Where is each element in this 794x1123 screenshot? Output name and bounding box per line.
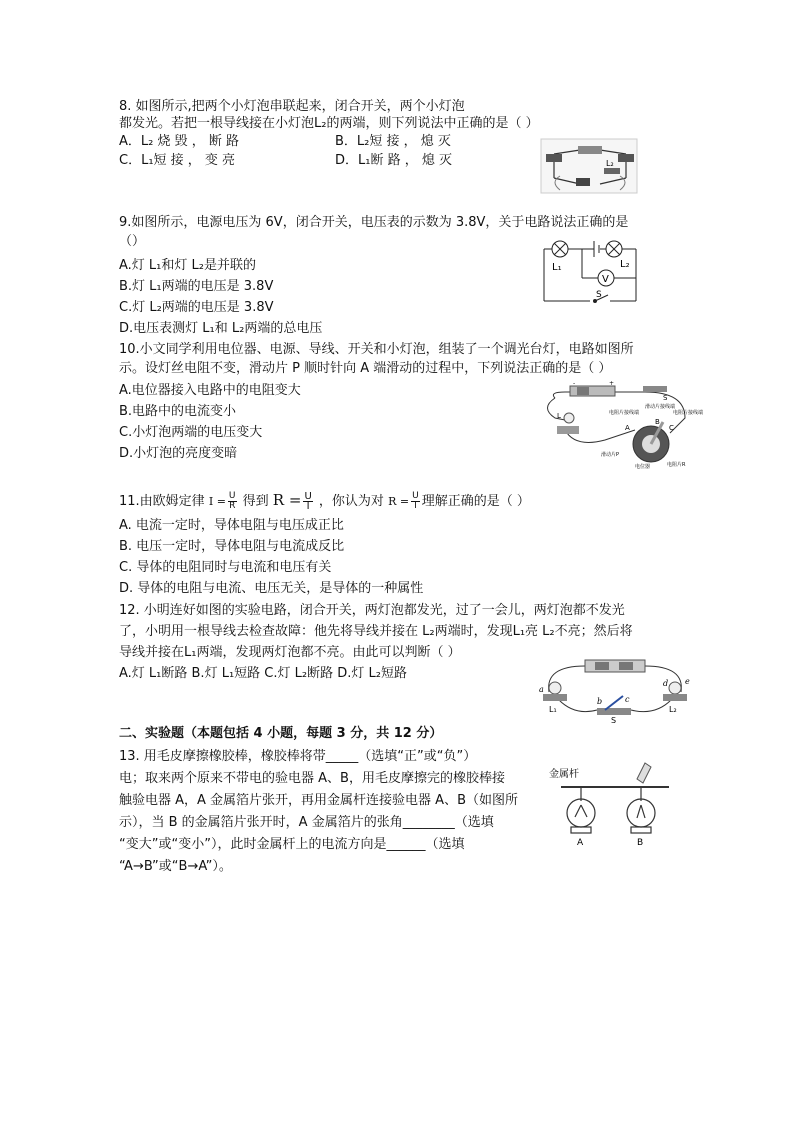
q9-fig-l1: L₁ <box>552 262 562 273</box>
q13-line4: 示），当 B 的金属箔片张开时，A 金属箔片的张角________（选填 <box>119 815 494 830</box>
q13-line2: 电；取来两个原来不带电的验电器 A、B，用毛皮摩擦完的橡胶棒接 <box>119 771 505 786</box>
q13-electroscope-figure <box>545 755 675 847</box>
q9-stem-line2: （） <box>119 234 146 249</box>
q13-fig-rod-label: 金属杆 <box>549 769 579 780</box>
q10-dimmer-circuit-figure <box>535 378 704 470</box>
q11-option-a: A. 电流一定时，导体电阻与电压成正比 <box>119 518 344 533</box>
q13-fig-a: A <box>577 838 584 848</box>
q13-line1: 13. 用毛皮摩擦橡胶棒，橡胶棒将带_____（选填“正”或“负”） <box>119 749 477 764</box>
q12-fig-c: c <box>625 695 630 704</box>
q12-stem-line3: 导线并接在L₁两端，发现两灯泡都不亮。由此可以判断（ ） <box>119 645 461 660</box>
svg-text:-: - <box>573 380 576 387</box>
q9-stem-line1: 9.如图所示，电源电压为 6V，闭合开关，电压表的示数为 3.8V，关于电路说法正确的是 <box>119 215 629 230</box>
q10-stem-line2: 示。设灯丝电阻不变，滑动片 P 顺时针向 A 端滑动的过程中，下列说法正确的是（ ） <box>119 361 612 376</box>
q8-stem-line1: 8. 如图所示,把两个小灯泡串联起来，闭合开关，两个小灯泡 <box>119 99 465 114</box>
q10-fig-slider: 滑动片P <box>601 452 620 458</box>
q8-option-b: B．L₂短 接 ， 熄 灭 <box>335 134 451 149</box>
q13-line3: 触验电器 A，A 金属箔片张开，再用金属杆连接验电器 A、B（如图所 <box>119 793 518 808</box>
q12-circuit-figure <box>535 656 695 724</box>
q9-option-a: A.灯 L₁和灯 L₂是并联的 <box>119 258 256 273</box>
q12-fig-d: d <box>663 679 669 688</box>
q13-line5: “变大”或“变小”），此时金属杆上的电流方向是______（选填 <box>119 837 465 852</box>
q12-stem-line2: 了，小明用一根导线去检查故障：他先将导线并接在 L₂两端时，发现L₁亮 L₂不亮；然后将 <box>119 624 633 639</box>
q9-option-b: B.灯 L₁两端的电压是 3.8V <box>119 279 274 294</box>
q12-fig-b: b <box>597 697 603 706</box>
q8-circuit-figure <box>540 138 638 194</box>
q12-fig-l2: L₂ <box>669 705 677 714</box>
q10-fig-pot: 电位器 <box>635 464 651 470</box>
q10-option-b: B.电路中的电流变小 <box>119 404 237 419</box>
q10-fig-c: C <box>669 424 674 432</box>
q10-option-c: C.小灯泡两端的电压变大 <box>119 425 263 440</box>
q10-fig-b: B <box>655 418 660 426</box>
q12-fig-e: e <box>685 677 690 686</box>
q11-stem: 11.由欧姆定律 I = $\frac{U}{R}$ 得到 R = $\frac{U}{I}$ ，你认为对 R = $\frac{U}{I}$ 理解正确的是（ ） <box>119 491 530 512</box>
q11-option-d: D. 导体的电阻与电流、电压无关，是导体的一种属性 <box>119 581 424 596</box>
svg-text:+: + <box>609 380 615 387</box>
q9-fig-voltmeter: V <box>602 274 609 285</box>
q11-formula-ref: R = <box>388 495 410 508</box>
q9-fig-switch: S <box>596 290 602 300</box>
q11-option-c: C. 导体的电阻同时与电流和电压有关 <box>119 560 332 575</box>
q9-fig-l2: L₂ <box>620 259 630 270</box>
q10-option-d: D.小灯泡的亮度变暗 <box>119 446 238 461</box>
q12-fig-a: a <box>539 685 544 694</box>
q13-line6: “A→B”或“B→A”）。 <box>119 859 232 874</box>
q10-option-a: A.电位器接入电路中的电阻变大 <box>119 383 301 398</box>
q8-option-a: A．L₂ 烧 毁 ， 断 路 <box>119 134 240 149</box>
q12-fig-switch: S <box>611 716 617 725</box>
q11-ohm-law-formula: I = <box>208 495 226 508</box>
q9-option-c: C.灯 L₂两端的电压是 3.8V <box>119 300 274 315</box>
q8-fig-l2-label: L₂ <box>606 159 614 168</box>
q9-option-d: D.电压表测灯 L₁和 L₂两端的总电压 <box>119 321 323 336</box>
q10-fig-resistor: 电阻片R <box>667 462 686 468</box>
q8-stem-line2: 都发光。若把一根导线接在小灯泡L₂的两端，则下列说法中正确的是（ ） <box>119 116 539 131</box>
q10-fig-lead2: 滑动片接线端 <box>645 404 676 410</box>
q11-derived-formula: R = <box>272 491 302 509</box>
q13-fig-b: B <box>637 838 644 848</box>
q10-fig-lead1: 电阻片接线端 <box>609 410 640 416</box>
section2-title: 二、实验题（本题包括 4 小题，每题 3 分，共 12 分） <box>119 726 443 741</box>
q10-stem-line1: 10.小文同学利用电位器、电源、导线、开关和小灯泡，组装了一个调光台灯，电路如图所 <box>119 342 634 357</box>
q8-option-d: D．L₁断 路 ， 熄 灭 <box>335 153 452 168</box>
q11-option-b: B. 电压一定时，导体电阻与电流成反比 <box>119 539 345 554</box>
q10-fig-lead3: 电阻片接线端 <box>673 410 704 416</box>
q10-fig-a: A <box>625 424 630 432</box>
q9-circuit-diagram <box>540 234 640 306</box>
q10-fig-switch: S <box>663 394 668 402</box>
q8-option-c: C．L₁短 接 ， 变 亮 <box>119 153 236 168</box>
q12-fig-l1: L₁ <box>549 705 557 714</box>
q12-stem-line1: 12. 小明连好如图的实验电路，闭合开关，两灯泡都发光，过了一会儿，两灯泡都不发光 <box>119 603 625 618</box>
q10-fig-lamp: L <box>557 412 561 420</box>
q12-options: A.灯 L₁断路 B.灯 L₁短路 C.灯 L₂断路 D.灯 L₂短路 <box>119 666 407 681</box>
